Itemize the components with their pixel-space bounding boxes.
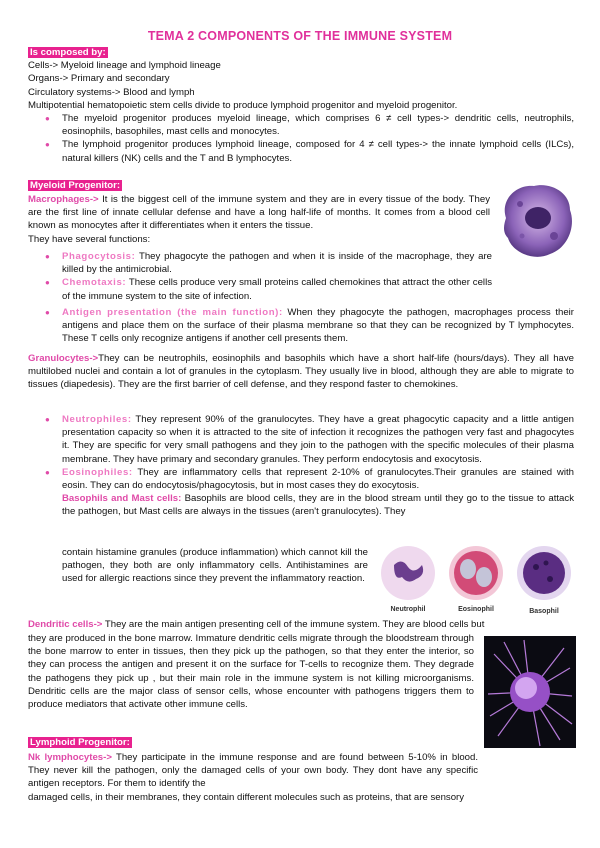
nk-last-line bbox=[28, 791, 574, 804]
composed-line: Organs-> Primary and secondary bbox=[28, 73, 170, 85]
macrophage-image bbox=[498, 178, 576, 264]
antigen-list bbox=[28, 306, 574, 346]
composed-line: Multipotential hematopoietic stem cells divide to produce lymphoid progenitor and myeloid progenitor. bbox=[28, 99, 458, 111]
term-granulocytes: Granulocytes-> bbox=[28, 353, 99, 364]
caption-eosinophil: Eosinophil bbox=[458, 606, 494, 613]
section-heading-composed: Is composed by: bbox=[30, 47, 106, 58]
progenitor-list bbox=[28, 112, 574, 165]
function-text: They phagocyte the pathogen and when it is inside of the macrophage, they are killed by the antimicrobial. bbox=[62, 251, 492, 276]
list-item bbox=[28, 250, 492, 276]
dendritic-first-line bbox=[28, 618, 574, 631]
basophils-paragraph bbox=[28, 492, 574, 518]
nk-text-continued: damaged cells, in their membranes, they contain different molecules such as proteins, that are sensory bbox=[28, 792, 465, 803]
term-chemotaxis: Chemotaxis: bbox=[62, 277, 127, 289]
term-nk-lymphocytes: Nk lymphocytes-> bbox=[28, 752, 112, 763]
caption-basophil: Basophil bbox=[529, 608, 559, 615]
list-item bbox=[28, 413, 574, 466]
nk-text: They participate in the immune response and are found between 5-10% in blood. They never kill the pathogen, only the damaged cells of your own body. They dont have any specific antigen receptors. For them to identify the bbox=[28, 752, 478, 790]
functions-list bbox=[28, 250, 492, 303]
basophils-continuation bbox=[62, 546, 368, 586]
term-dendritic-cells: Dendritic cells-> bbox=[28, 619, 103, 630]
nk-paragraph bbox=[28, 751, 478, 791]
term-neutrophiles: Neutrophiles: bbox=[62, 414, 132, 425]
function-text: These cells produce very small proteins called chemokines that attract the other cells of the immune system to the site of infection. bbox=[62, 277, 492, 302]
section-heading-myeloid: Myeloid Progenitor: bbox=[30, 180, 121, 191]
term-basophils: Basophils and Mast cells: bbox=[62, 493, 182, 505]
neutrophiles-text: They represent 90% of the granulocytes. They have a great phagocytic capacity and a little antigen presentation capacity so when it is attracted to the site of infection it recognizes the pathogen very fast and phagocytes it. They are specific for very small pathogens and they join to the pathogen with the specific molecules of their plasma membrane. They have primary and secondary granules. They perform endocytosis and exocytosis. bbox=[62, 414, 574, 465]
list-item: ● The lymphoid progenitor produces lymphoid lineage, composed for 4 ≠ cell types-> the innate lymphoid cells (ILCs), natural killers (NK) cells and the T and B lymphocytes. bbox=[28, 138, 574, 164]
composed-section bbox=[28, 46, 574, 165]
list-item bbox=[28, 276, 492, 302]
antigen-block bbox=[28, 306, 574, 346]
dendritic-paragraph bbox=[28, 632, 474, 711]
function-text: When they phagocyte the pathogen, macrophages process their antigens and place them on the surface of their plasma membrane so that they can be recognized by T lymphocytes. These T cells only recognize antigens if another cell presents them. bbox=[62, 307, 574, 345]
lymphoid-heading-block bbox=[28, 736, 574, 749]
list-item: ● The myeloid progenitor produces myeloid lineage, which comprises 6 ≠ cell types-> dendritic cells, neutrophils, eosinophils, basophiles, mast cells and monocytes. bbox=[28, 112, 574, 138]
eosinophiles-text: They are inflammatory cells that represent 2-10% of granulocytes.Their granules are stained with eosin. They can do endocytosis/phagocytosis, but in most cases they do exocytosis. bbox=[62, 466, 574, 492]
composed-line: Cells-> Myeloid lineage and lymphoid lineage bbox=[28, 60, 221, 72]
granulocytes-paragraph bbox=[28, 352, 574, 392]
basophils-text: Basophils are blood cells, they are in the blood stream until they go to the tissue to attack the pathogen, but Mast cells are always in the tissues (aren't granulocytes). They bbox=[62, 493, 574, 518]
list-item bbox=[28, 466, 574, 492]
macrophages-paragraph bbox=[28, 193, 490, 246]
basophils-text-continued: contain histamine granules (produce inflammation) which cannot kill the pathogen, they both are only inflammatory cells. Antihistamines are used for allergic reactions since they prevent the inflammatory reaction. bbox=[62, 547, 368, 585]
myeloid-heading-block bbox=[28, 179, 574, 192]
caption-neutrophil: Neutrophil bbox=[390, 606, 426, 613]
list-item bbox=[28, 306, 574, 346]
functions-intro: They have several functions: bbox=[28, 233, 151, 245]
composed-line: Circulatory systems-> Blood and lymph bbox=[28, 86, 195, 98]
dendritic-text-continued: they are produced in the bone marrow. Immature dendritic cells migrate through the bloodstream through the bone marrow to enter in tissues, then they pick up the pathogen, so that they enter the interior, so they can process the antigen and present it on the surface for T-cells to recognize them. They degrade the pathogens they pick up , but their main role in the immune system is not killing microorganisms. Dendritic cells are the major class of sensor cells, whose encounter with pathogens triggers them to produce mediators that activate other immune cells. bbox=[28, 633, 474, 711]
page-title: TEMA 2 COMPONENTS OF THE IMMUNE SYSTEM bbox=[147, 29, 453, 43]
term-eosinophiles: Eosinophiles: bbox=[62, 466, 133, 478]
functions-block bbox=[28, 250, 492, 303]
term-phagocytosis: Phagocytosis: bbox=[62, 251, 136, 262]
section-heading-lymphoid: Lymphoid Progenitor: bbox=[30, 737, 130, 748]
term-antigen-presentation: Antigen presentation (the main function): bbox=[62, 307, 283, 318]
granulocyte-types-block bbox=[28, 413, 574, 519]
dendritic-text: They are the main antigen presenting cell of the immune system. They are blood cells but bbox=[102, 619, 485, 630]
granulocytes-text: They can be neutrophils, eosinophils and basophils which have a short half-life (hours/days). They all have multilobed nuclei and contain a lot of granules in the cytoplasm. They usually live in blood, although they are able to migrate to tissues (diapedesis). They are the first barrier of cell defense, and they respond faster to chemokines. bbox=[28, 353, 574, 391]
granulocyte-list bbox=[28, 413, 574, 492]
macrophages-text: It is the biggest cell of the immune system and they are in every tissue of the body. They are the first line of innate cellular defense and have a long half-life of months. It comes from a blood cell known as monocytes after it differentiates when it enters the tissue. bbox=[28, 194, 490, 232]
dendritic-cell-image bbox=[484, 636, 576, 748]
term-macrophages: Macrophages-> bbox=[28, 194, 99, 205]
